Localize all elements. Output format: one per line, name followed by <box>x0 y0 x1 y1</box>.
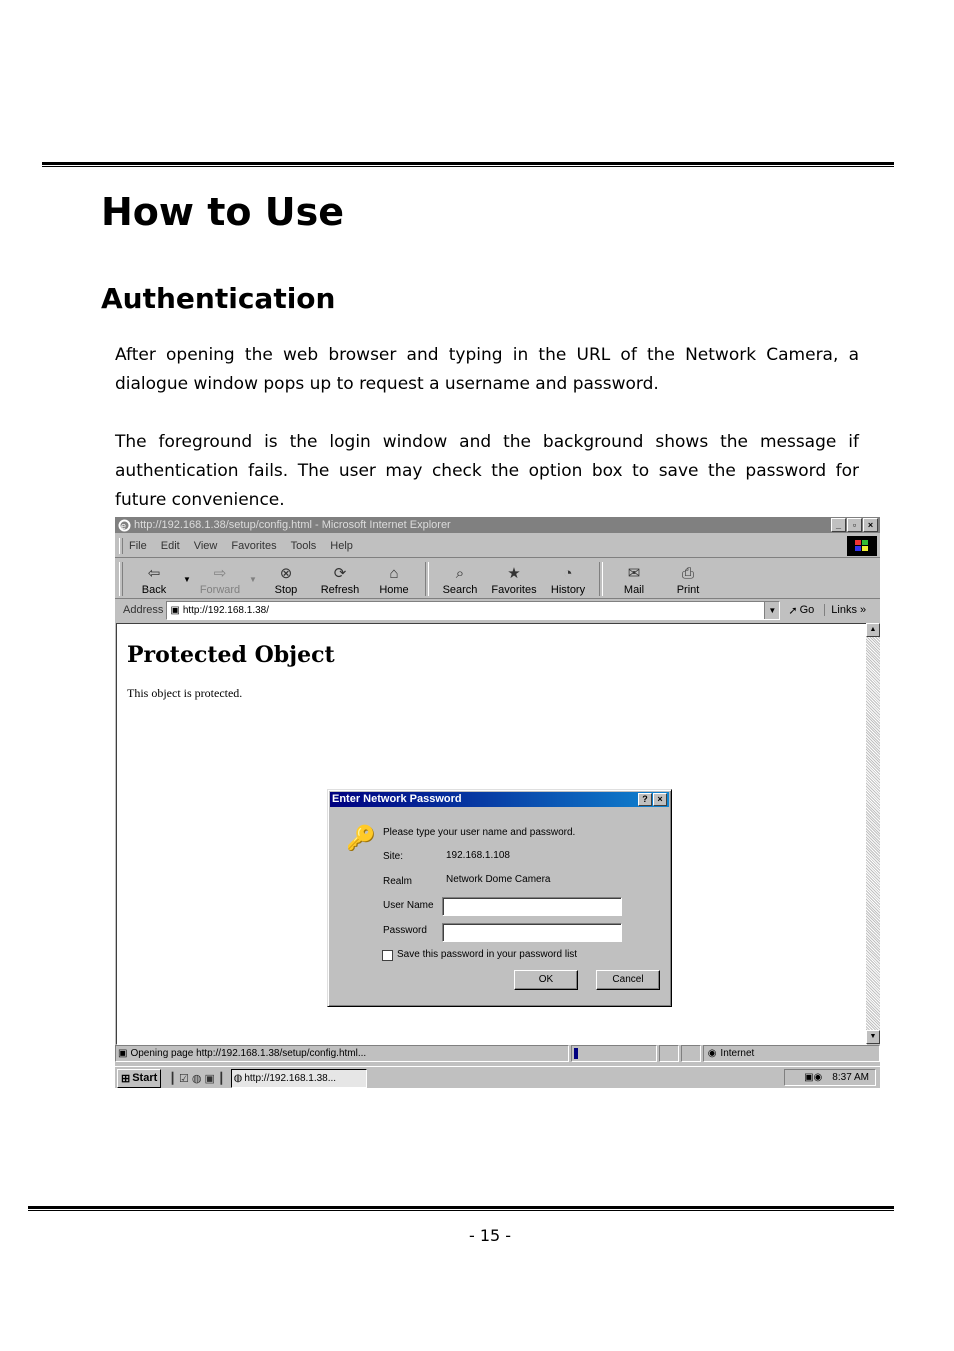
status-message: ▣ Opening page http://192.168.1.38/setup/config.html... <box>115 1045 569 1062</box>
username-input[interactable] <box>442 897 622 916</box>
page-number: - 15 - <box>468 1226 512 1245</box>
keys-icon: 🔑 <box>346 825 376 852</box>
taskbar-browser-task[interactable]: ◍ http://192.168.1.38... <box>231 1069 367 1088</box>
refresh-button[interactable]: ⟳ Refresh <box>320 565 360 596</box>
search-button[interactable]: ⌕ Search <box>442 565 478 596</box>
page-icon: ▣ <box>170 604 180 616</box>
ok-button[interactable]: OK <box>514 970 578 990</box>
favorites-button[interactable]: ★ Favorites <box>491 565 537 596</box>
menu-edit[interactable]: Edit <box>160 540 180 552</box>
address-input[interactable]: ▣ http://192.168.1.38/ ▼ <box>166 601 780 620</box>
globe-icon: ◉ <box>707 1048 717 1059</box>
printer-icon: ⎙ <box>681 565 694 582</box>
realm-label: Realm <box>383 876 412 887</box>
vertical-scrollbar[interactable] <box>866 623 880 1044</box>
forward-arrow-icon: ⇨ <box>213 565 227 582</box>
menu-tools[interactable]: Tools <box>290 540 317 552</box>
stop-icon: ⊗ <box>279 565 293 582</box>
address-dropdown-icon[interactable]: ▼ <box>764 602 779 619</box>
dialog-close-button[interactable]: × <box>653 793 667 806</box>
bottom-rule <box>28 1206 894 1211</box>
browser-title: http://192.168.1.38/setup/config.html - Microsoft Internet Explorer <box>134 519 451 531</box>
dialog-title: Enter Network Password ? × <box>330 792 669 807</box>
menu-view[interactable]: View <box>193 540 218 552</box>
paragraph-1: After opening the web browser and typing in the URL of the Network Camera, a dialogue window pops up to request a username and password. <box>115 345 859 394</box>
go-arrow-icon: ➚ <box>788 604 798 617</box>
quick-launch-icons[interactable]: ┃ ☑ ◍ ▣ ┃ <box>169 1072 225 1085</box>
menu-bar <box>115 535 880 558</box>
print-button[interactable]: ⎙ Print <box>676 565 700 596</box>
address-label: Address <box>123 604 164 616</box>
history-button[interactable]: ◔ History <box>550 565 586 596</box>
protected-object-title: Protected Object <box>127 642 335 668</box>
home-icon: ⌂ <box>389 565 399 582</box>
home-button[interactable]: ⌂ Home <box>379 565 409 596</box>
go-button[interactable]: ➚ Go <box>788 604 815 617</box>
back-button[interactable]: ⇦ Back <box>141 565 167 596</box>
back-arrow-icon: ⇦ <box>147 565 161 582</box>
menu-help[interactable]: Help <box>330 540 353 552</box>
browser-titlebar <box>115 517 880 533</box>
save-password-checkbox[interactable] <box>382 950 393 961</box>
toolbar <box>115 558 880 599</box>
start-button[interactable]: ⊞ Start <box>117 1069 161 1088</box>
ie-icon <box>118 519 131 532</box>
page-heading: How to Use <box>101 190 344 234</box>
back-dropdown-icon[interactable]: ▼ <box>183 575 191 584</box>
svg-text:e: e <box>121 520 127 531</box>
help-button[interactable]: ? <box>638 793 652 806</box>
refresh-icon: ⟳ <box>333 565 347 582</box>
password-label: Password <box>383 925 427 936</box>
address-bar <box>115 599 880 621</box>
realm-value: Network Dome Camera <box>446 874 551 885</box>
dialog-prompt: Please type your user name and password. <box>383 827 576 838</box>
password-input[interactable] <box>442 923 622 942</box>
maximize-button[interactable]: ▫ <box>847 518 862 532</box>
forward-dropdown-icon[interactable]: ▼ <box>249 575 257 584</box>
tray-icons: ▣◉ <box>804 1072 823 1083</box>
ie-task-icon: ◍ <box>233 1072 243 1084</box>
menu-favorites[interactable]: Favorites <box>231 540 277 552</box>
forward-button[interactable]: ⇨ Forward <box>199 565 241 596</box>
history-icon: ◔ <box>563 565 573 582</box>
scroll-down-icon[interactable]: ▼ <box>866 1030 880 1044</box>
paragraph-2: The foreground is the login window and the background shows the message if authentication fails. The user may check the option box to save the password for future convenience. <box>115 432 859 510</box>
save-password-label: Save this password in your password list <box>397 949 578 960</box>
favorites-icon: ★ <box>507 565 521 582</box>
zone-indicator: ◉ Internet <box>703 1045 880 1062</box>
windows-flag-icon: ⊞ <box>121 1072 131 1085</box>
mail-icon: ✉ <box>627 565 641 582</box>
mail-button[interactable]: ✉ Mail <box>623 565 645 596</box>
browser-screenshot <box>115 517 880 1088</box>
taskbar <box>115 1066 880 1088</box>
site-value: 192.168.1.108 <box>446 850 510 861</box>
system-tray <box>784 1069 876 1086</box>
scroll-up-icon[interactable]: ▲ <box>866 623 880 637</box>
page-content <box>116 623 867 1045</box>
minimize-button[interactable]: _ <box>831 518 846 532</box>
top-rule <box>42 162 894 167</box>
links-button[interactable]: Links » <box>824 604 866 616</box>
search-icon: ⌕ <box>455 565 465 582</box>
section-heading: Authentication <box>101 282 336 315</box>
password-dialog <box>327 789 672 1007</box>
menu-file[interactable]: File <box>129 540 147 552</box>
close-button[interactable]: × <box>863 518 878 532</box>
page-loading-icon: ▣ <box>118 1048 128 1059</box>
windows-logo-icon <box>847 536 877 556</box>
site-label: Site: <box>383 851 404 862</box>
clock: 8:37 AM <box>832 1072 869 1083</box>
protected-object-text: This object is protected. <box>127 686 243 700</box>
stop-button[interactable]: ⊗ Stop <box>274 565 298 596</box>
progress-bar <box>571 1045 657 1062</box>
status-bar <box>115 1045 880 1062</box>
username-label: User Name <box>383 900 434 911</box>
cancel-button[interactable]: Cancel <box>596 970 660 990</box>
